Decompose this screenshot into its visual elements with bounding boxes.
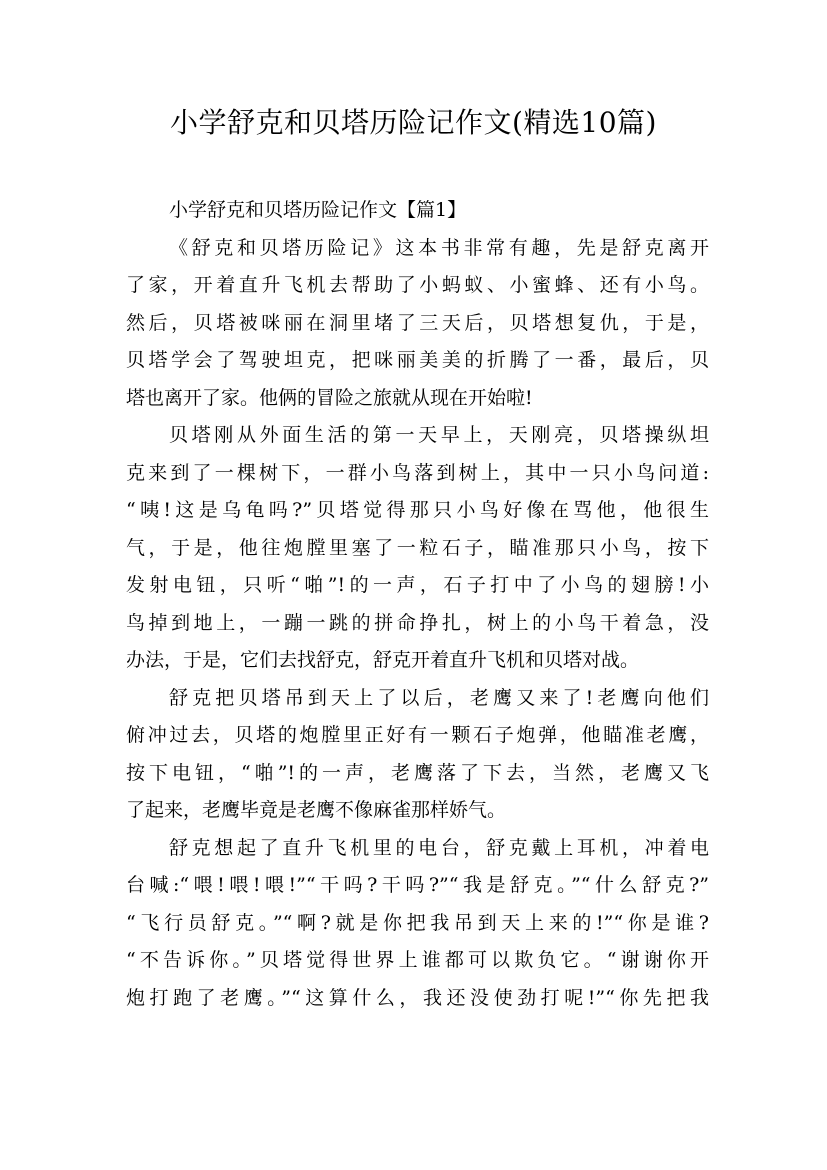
text-line: 舒克把贝塔吊到天上了以后，老鹰又来了!老鹰向他们 [169, 686, 709, 709]
text-line: 发射电钮，只听“啪”!的一声，石子打中了小鸟的翅膀!小 [126, 574, 709, 596]
text-line: 《舒克和贝塔历险记》这本书非常有趣，先是舒克离开 [169, 236, 709, 259]
paragraph-2 [126, 417, 709, 680]
text-line: 贝塔学会了驾驶坦克，把咪丽美美的折腾了一番，最后，贝 [126, 349, 709, 371]
text-line: 贝塔刚从外面生活的第一天早上，天刚亮，贝塔操纵坦 [169, 424, 709, 446]
text-line: 鸟掉到地上，一蹦一跳的拼命挣扎，树上的小鸟干着急，没 [126, 611, 709, 634]
text-line: 台喊:“喂!喂!喂!”“干吗?干吗?”“我是舒克。”“什么舒克?” [126, 874, 709, 896]
text-line: “飞行员舒克。”“啊?就是你把我吊到天上来的!”“你是谁? [126, 911, 709, 934]
text-line: 了家，开着直升飞机去帮助了小蚂蚁、小蜜蜂、还有小鸟。 [126, 274, 709, 296]
text-line: 炮打跑了老鹰。”“这算什么，我还没使劲打呢!”“你先把我 [126, 986, 709, 1009]
document-title: 小学舒克和贝塔历险记作文(精选10篇) [170, 106, 657, 139]
text-line: 舒克想起了直升飞机里的电台，舒克戴上耳机，冲着电 [169, 836, 709, 859]
paragraph-3 [126, 680, 709, 830]
text-line: 按下电钮，“啪”!的一声，老鹰落了下去，当然，老鹰又飞 [126, 761, 709, 784]
text-line: “不告诉你。”贝塔觉得世界上谁都可以欺负它。“谢谢你开 [126, 949, 709, 971]
paragraph-4 [126, 830, 709, 1018]
text-line: “咦!这是乌龟吗?”贝塔觉得那只小鸟好像在骂他，他很生 [126, 499, 709, 521]
section-heading: 小学舒克和贝塔历险记作文【篇1】 [169, 199, 467, 221]
text-line: 气，于是，他往炮膛里塞了一粒石子，瞄准那只小鸟，按下 [126, 536, 709, 559]
text-line: 克来到了一棵树下，一群小鸟落到树上，其中一只小鸟问道: [126, 461, 709, 484]
text-line: 塔也离开了家。他俩的冒险之旅就从现在开始啦! [126, 386, 533, 409]
paragraph-1 [126, 230, 709, 418]
text-line: 然后，贝塔被咪丽在洞里堵了三天后，贝塔想复仇，于是， [126, 311, 709, 334]
text-line: 俯冲过去，贝塔的炮膛里正好有一颗石子炮弹，他瞄准老鹰， [126, 724, 709, 746]
document-body [126, 192, 709, 1017]
text-line: 了起来，老鹰毕竟是老鹰不像麻雀那样娇气。 [126, 799, 507, 821]
text-line: 办法，于是，它们去找舒克，舒克开着直升飞机和贝塔对战。 [126, 649, 640, 671]
